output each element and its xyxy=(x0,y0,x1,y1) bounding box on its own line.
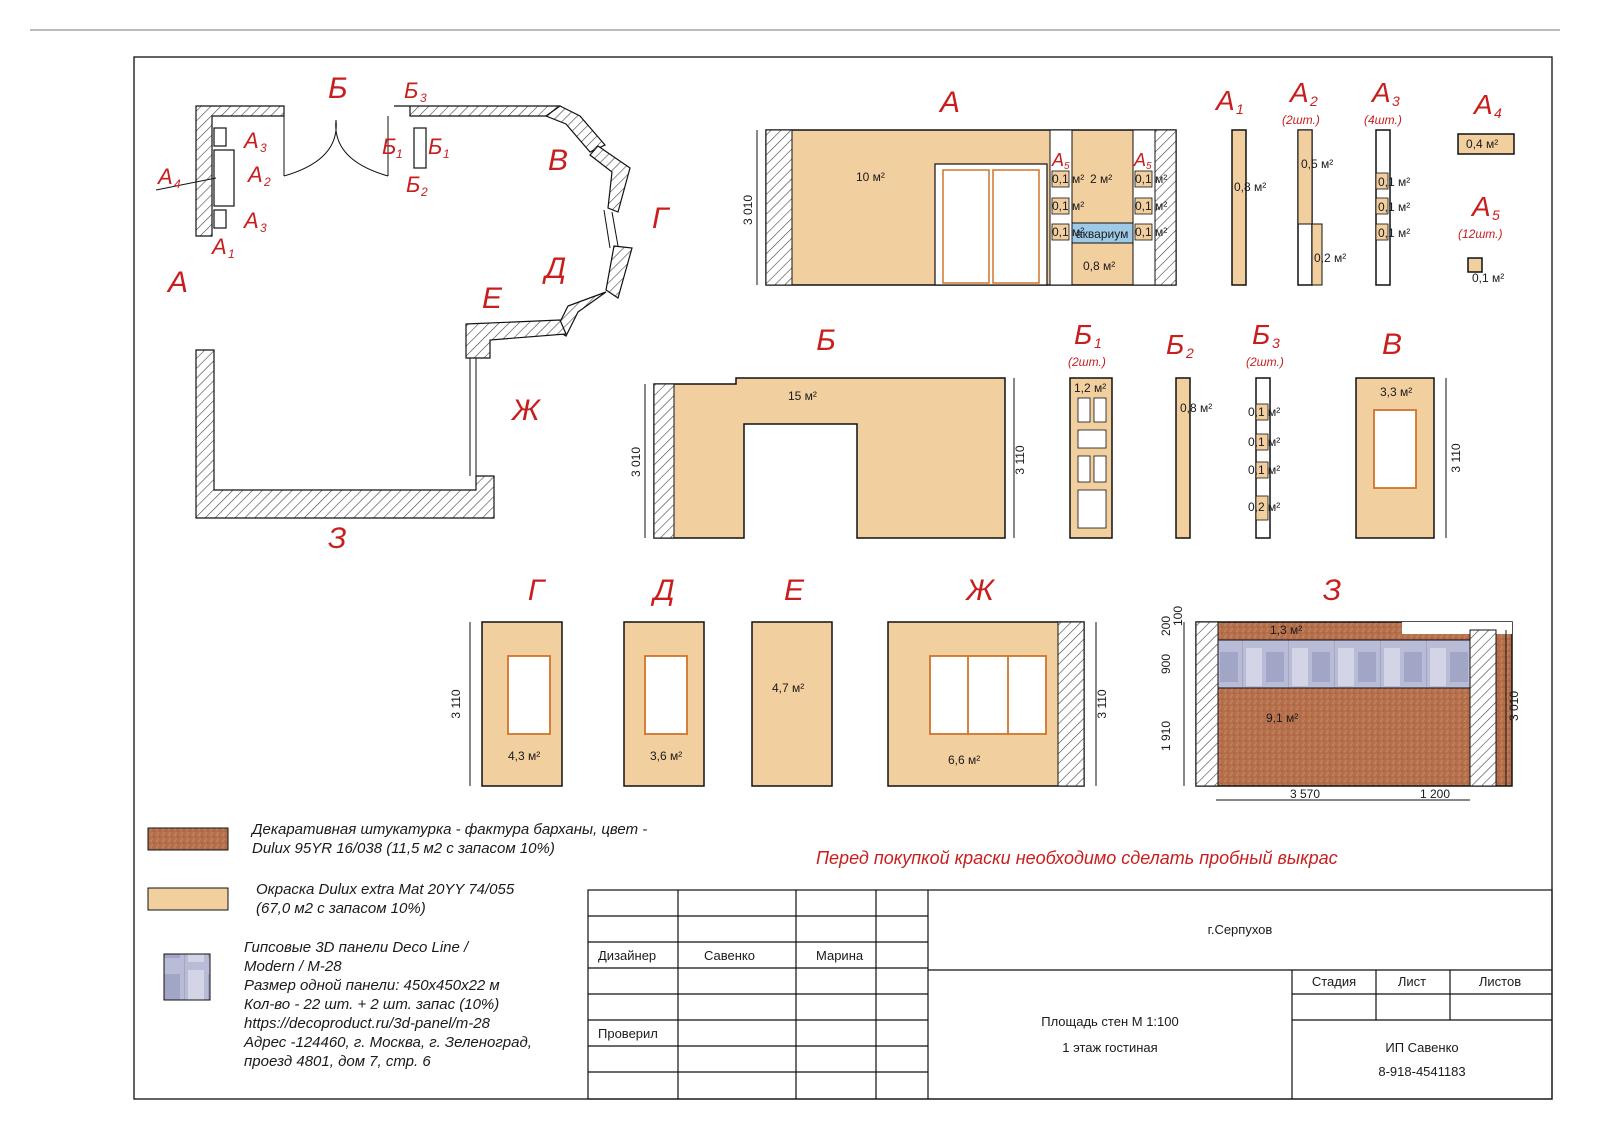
wall-a-aquarium-area: 2 м² xyxy=(1090,172,1113,186)
plan-label-a1-sub: 1 xyxy=(228,247,235,261)
wall-a4-area: 0,4 м² xyxy=(1466,137,1499,151)
wall-b3-count: (2шт.) xyxy=(1246,355,1284,369)
wall-b xyxy=(629,324,1027,538)
wall-d-area: 3,6 м² xyxy=(650,749,683,763)
legend-plaster-line2: Dulux 95YR 16/038 (11,5 м2 с запасом 10%) xyxy=(252,840,555,857)
wall-a2-count: (2шт.) xyxy=(1282,113,1320,127)
title-block-text xyxy=(598,922,1521,1079)
legend-panels-line4: Кол-во - 22 шт. + 2 шт. запас (10%) xyxy=(244,996,500,1013)
wall-a1-sub: 1 xyxy=(1236,101,1244,117)
wall-z-title: З xyxy=(1322,574,1342,607)
wall-zh-title: Ж xyxy=(966,574,994,607)
wall-a3-area-1: 0,1 м² xyxy=(1378,175,1411,189)
wall-a1-title: А xyxy=(1216,85,1235,116)
plan-label-a3-top: А xyxy=(244,128,259,153)
wall-v xyxy=(1356,328,1463,538)
wall-a-main-area: 10 м² xyxy=(856,170,885,184)
wall-g-height: 3 110 xyxy=(449,689,463,719)
wall-a-small-area-2: 0,1 м² xyxy=(1052,199,1085,213)
wall-zh-height: 3 110 xyxy=(1095,689,1109,719)
wall-a-height: 3 010 xyxy=(741,194,755,226)
wall-b1-area: 1,2 м² xyxy=(1074,381,1107,395)
plan-label-a4: А xyxy=(158,164,173,189)
tb-title-2: 1 этаж гостиная xyxy=(1062,1040,1158,1055)
wall-a-a5-right-sub: 5 xyxy=(1146,161,1152,172)
plan-label-a2: А xyxy=(248,162,263,187)
paint-test-note: Перед покупкой краски необходимо сделать пробный выкрас xyxy=(816,848,1338,868)
wall-b3-area-1: 0,1 м² xyxy=(1248,405,1281,419)
wall-a4-title: А xyxy=(1474,89,1493,120)
legend-panels-line5: https://decoproduct.ru/3d-panel/m-28 xyxy=(244,1015,490,1032)
wall-d xyxy=(624,574,704,786)
plan-label-a3-bottom: А xyxy=(244,208,259,233)
tb-stage: Стадия xyxy=(1311,974,1357,989)
plan-label-zh: Ж xyxy=(512,394,540,427)
legend-plaster-line1: Декаративная штукатурка - фактура барханы, цвет - xyxy=(252,821,648,838)
wall-e xyxy=(752,574,832,786)
wall-a-small-area-6: 0,1 м² xyxy=(1135,225,1168,239)
wall-z-h4: 1 910 xyxy=(1159,720,1173,752)
plan-label-a: А xyxy=(168,266,189,299)
wall-a-a5-right: А xyxy=(1134,150,1147,170)
legend-panels-line3: Размер одной панели: 450х450х22 м xyxy=(244,977,500,994)
wall-a-small-area-1: 0,1 м² xyxy=(1052,172,1085,186)
plan-label-z: З xyxy=(328,522,347,555)
wall-g-title: Г xyxy=(527,574,545,607)
wall-b3-area-2: 0,1 м² xyxy=(1248,435,1281,449)
wall-b-title: Б xyxy=(816,324,836,357)
wall-v-height: 3 110 xyxy=(1449,443,1463,473)
tb-sheets: Листов xyxy=(1478,974,1522,989)
wall-zh xyxy=(888,574,1109,786)
wall-g-area: 4,3 м² xyxy=(508,749,541,763)
tb-designer-role: Дизайнер xyxy=(598,948,657,963)
wall-b-height-right: 3 110 xyxy=(1013,445,1027,475)
plan-label-b3-sub: 3 xyxy=(420,91,427,105)
wall-a5-area: 0,1 м² xyxy=(1472,271,1505,285)
legend-swatch-paint xyxy=(148,888,228,910)
wall-a5 xyxy=(1458,191,1504,285)
wall-a3-title: А xyxy=(1372,77,1391,108)
wall-b2-area: 0,8 м² xyxy=(1180,401,1213,415)
plan-label-e: Е xyxy=(482,282,503,315)
tb-company: ИП Савенко xyxy=(1385,1040,1459,1055)
wall-z-h2: 100 xyxy=(1171,605,1185,627)
legend-panels-line1: Гипсовые 3D панели Deco Line / xyxy=(244,939,469,956)
wall-a1 xyxy=(1214,85,1266,285)
wall-b2-title: Б xyxy=(1166,329,1185,360)
plan-label-a4-sub: 4 xyxy=(174,177,181,191)
wall-z-area-top: 1,3 м² xyxy=(1270,623,1303,637)
plan-label-a3-top-sub: 3 xyxy=(260,141,267,155)
plan-label-b1-right: Б xyxy=(428,134,443,159)
wall-a xyxy=(741,86,1176,285)
wall-b3-sub: 3 xyxy=(1272,335,1280,351)
plan-label-g: Г xyxy=(652,202,669,235)
wall-v-title: В xyxy=(1382,328,1403,361)
wall-b1-count: (2шт.) xyxy=(1068,355,1106,369)
wall-z-area-bottom: 9,1 м² xyxy=(1266,711,1299,725)
wall-a2-title: А xyxy=(1290,77,1309,108)
plan-label-a1: А xyxy=(212,234,227,259)
wall-z-h3: 900 xyxy=(1159,653,1173,675)
wall-a3-count: (4шт.) xyxy=(1364,113,1402,127)
wall-a3-area-2: 0,1 м² xyxy=(1378,200,1411,214)
plan-label-b1-left-sub: 1 xyxy=(396,147,403,161)
wall-a4-sub: 4 xyxy=(1494,105,1502,121)
wall-a5-title: А xyxy=(1472,191,1491,222)
wall-a2 xyxy=(1282,77,1346,285)
wall-a-small-area-4: 0,1 м² xyxy=(1135,172,1168,186)
wall-z xyxy=(1159,574,1521,801)
wall-a3-area-3: 0,1 м² xyxy=(1378,226,1411,240)
plan-label-b2-sub: 2 xyxy=(421,185,428,199)
wall-a3-sub: 3 xyxy=(1392,93,1400,109)
wall-a-bottom-area: 0,8 м² xyxy=(1083,259,1116,273)
wall-v-area: 3,3 м² xyxy=(1380,385,1413,399)
tb-city: г.Серпухов xyxy=(1207,922,1273,937)
plan-label-b1-left: Б xyxy=(382,134,397,159)
tb-title-1: Площадь стен М 1:100 xyxy=(1041,1014,1179,1029)
tb-checked: Проверил xyxy=(598,1026,658,1041)
wall-b3-area-3: 0,1 м² xyxy=(1248,463,1281,477)
wall-b1-sub: 1 xyxy=(1094,335,1102,351)
legend-swatch-panels xyxy=(164,954,210,1000)
wall-a2-area-bottom: 0,2 м² xyxy=(1314,251,1347,265)
plan-label-d: Д xyxy=(545,252,567,285)
wall-z-w2: 1 200 xyxy=(1420,787,1451,801)
plan-label-v: В xyxy=(548,144,569,177)
legend-panels-line7: проезд 4801, дом 7, стр. 6 xyxy=(244,1053,431,1070)
tb-phone: 8-918-4541183 xyxy=(1378,1064,1466,1079)
tb-designer-last: Савенко xyxy=(704,948,755,963)
wall-z-height-total: 3 010 xyxy=(1507,690,1521,722)
wall-a-a5-left-sub: 5 xyxy=(1064,161,1070,172)
wall-zh-area: 6,6 м² xyxy=(948,753,981,767)
plan-label-a2-sub: 2 xyxy=(264,175,271,189)
legend xyxy=(148,821,647,1070)
wall-a3 xyxy=(1364,77,1410,285)
wall-a-title: А xyxy=(939,86,961,119)
legend-panels-line2: Modern / М-28 xyxy=(244,958,342,975)
wall-g xyxy=(449,574,562,786)
plan-label-b3: Б xyxy=(404,78,419,103)
wall-b-height-left: 3 010 xyxy=(629,446,643,478)
plan-label-b2: Б xyxy=(406,172,421,197)
wall-b-area: 15 м² xyxy=(788,389,817,403)
wall-a-aquarium-label: аквариум xyxy=(1076,227,1129,241)
tb-designer-first: Марина xyxy=(816,948,864,963)
legend-panels-line6: Адрес -124460, г. Москва, г. Зеленоград, xyxy=(244,1034,532,1051)
wall-b3-area-4: 0,2 м² xyxy=(1248,500,1281,514)
wall-e-title: Е xyxy=(783,574,805,607)
wall-a4 xyxy=(1458,89,1514,154)
wall-a1-area: 0,8 м² xyxy=(1234,180,1267,194)
tb-sheet: Лист xyxy=(1397,974,1427,989)
wall-b3-title: Б xyxy=(1252,319,1271,350)
wall-a-small-area-5: 0,1 м² xyxy=(1135,199,1168,213)
wall-z-h1: 200 xyxy=(1159,615,1173,637)
wall-b2 xyxy=(1166,329,1212,538)
legend-paint-line2: (67,0 м2 с запасом 10%) xyxy=(256,900,426,917)
wall-b3 xyxy=(1246,319,1284,538)
wall-b1-title: Б xyxy=(1074,319,1093,350)
wall-b2-sub: 2 xyxy=(1186,345,1194,361)
wall-a2-area-top: 0,5 м² xyxy=(1301,157,1334,171)
legend-swatch-plaster xyxy=(148,828,228,850)
plan-label-b: Б xyxy=(328,72,348,105)
wall-a5-sub: 5 xyxy=(1492,207,1500,223)
wall-d-title: Д xyxy=(653,574,675,607)
wall-a-a5-left: А xyxy=(1052,150,1065,170)
wall-a2-sub: 2 xyxy=(1310,93,1318,109)
wall-a5-count: (12шт.) xyxy=(1458,227,1503,241)
legend-paint-line1: Окраска Dulux extra Mat 20YY 74/055 xyxy=(256,881,515,898)
wall-e-area: 4,7 м² xyxy=(772,681,805,695)
wall-a-small-area-3: 0,1 м² xyxy=(1052,225,1085,239)
plan-label-b1-right-sub: 1 xyxy=(443,147,450,161)
plan-label-a3-bottom-sub: 3 xyxy=(260,221,267,235)
wall-z-w1: 3 570 xyxy=(1290,787,1321,801)
wall-b1 xyxy=(1068,319,1112,538)
